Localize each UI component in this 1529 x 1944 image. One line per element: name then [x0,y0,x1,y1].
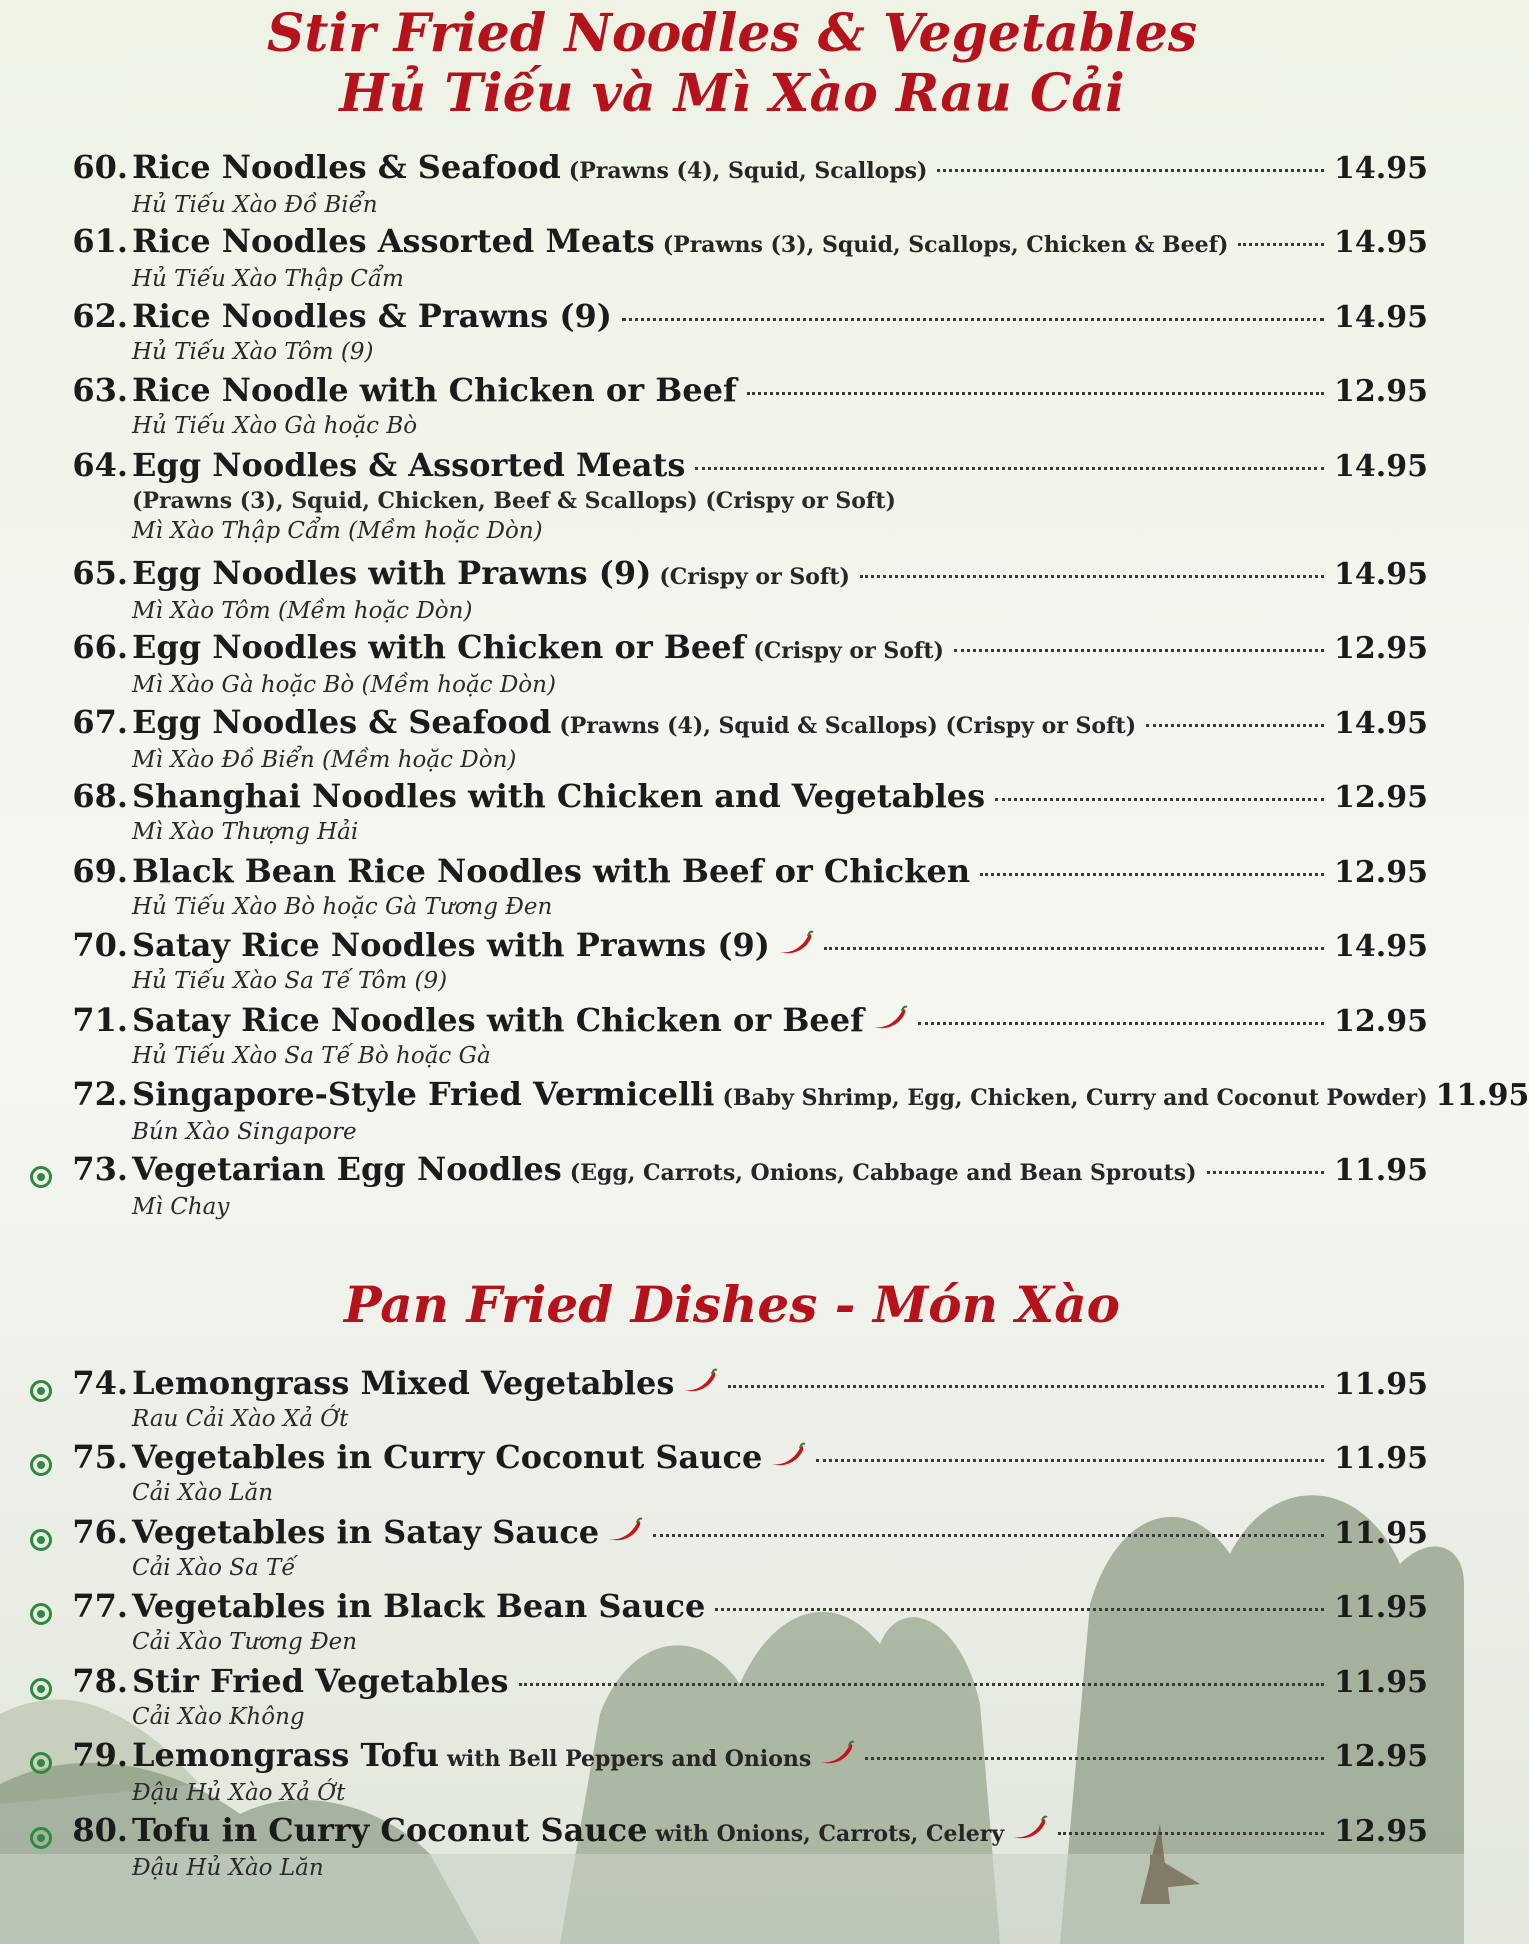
noodles-menu-list [0,147,1529,1225]
menu-item-80 [0,1811,1464,1886]
item-vietnamese-name: Hủ Tiếu Xào Sa Tế Tôm (9) [132,968,448,995]
item-vietnamese-name: Hủ Tiếu Xào Gà hoặc Bò [132,413,418,440]
vegetarian-leaf-icon [30,1454,52,1476]
dot-leader [1238,243,1324,246]
pan-fried-menu-list [0,1364,1464,1886]
menu-item-70 [0,926,1464,1001]
item-name: Rice Noodles & Prawns (9) [132,296,612,335]
vegetarian-leaf-icon [30,1603,52,1625]
vegetarian-leaf-icon [30,1166,52,1188]
item-price: 14.95 [1334,150,1428,186]
menu-item-76 [0,1513,1464,1588]
dot-leader [824,947,1324,950]
item-vietnamese-name: Hủ Tiếu Xào Đồ Biển [132,191,378,218]
menu-item-73 [0,1150,1464,1225]
section-title-pan-fried: Pan Fried Dishes - Món Xào [344,1275,1120,1335]
item-vietnamese-name: Cải Xào Sa Tế [132,1554,296,1581]
item-number: 70. [72,926,128,965]
item-name: Rice Noodles & Seafood [132,147,561,186]
item-number: 64. [72,445,128,484]
section-title-vietnamese: Hủ Tiếu và Mì Xào Rau Cải [339,62,1125,124]
item-ingredients: (Prawns (3), Squid, Chicken, Beef & Scallops) (Crispy or Soft) [132,487,896,514]
item-vietnamese-name: Mì Xào Tôm (Mềm hoặc Dòn) [132,597,473,624]
dot-leader [816,1459,1324,1462]
menu-item-71 [0,1001,1464,1076]
item-vietnamese-name: Mì Xào Gà hoặc Bò (Mềm hoặc Dòn) [132,672,556,699]
dot-leader [653,1534,1324,1537]
item-number: 63. [72,371,128,410]
item-number: 77. [72,1587,128,1626]
item-number: 62. [72,296,128,335]
item-number: 67. [72,702,128,741]
item-price: 11.95 [1334,1441,1428,1477]
menu-item-62 [0,297,1464,372]
item-name: Tofu in Curry Coconut Sauce [132,1810,648,1849]
item-vietnamese-name: Hủ Tiếu Xào Tôm (9) [132,338,374,365]
item-price: 11.95 [1334,1366,1428,1402]
dot-leader [519,1683,1325,1686]
vegetarian-leaf-icon [30,1827,52,1849]
chili-pepper-icon [607,1517,643,1543]
item-name: Satay Rice Noodles with Prawns (9) [132,926,770,965]
menu-item-69 [0,852,1464,927]
menu-item-64 [0,446,1464,554]
item-vietnamese-name: Cải Xào Tương Đen [132,1629,358,1656]
item-price: 12.95 [1334,854,1428,890]
item-price: 14.95 [1334,448,1428,484]
chili-pepper-icon [872,1005,908,1031]
dot-leader [860,575,1324,578]
item-number: 61. [72,222,128,261]
item-name: Vegetarian Egg Noodles [132,1149,562,1188]
item-name: Lemongrass Tofu [132,1736,439,1775]
dot-leader [728,1385,1324,1388]
item-price: 11.95 [1334,1590,1428,1626]
item-detail: (Crispy or Soft) [753,638,944,665]
item-price: 12.95 [1334,1003,1428,1039]
item-name: Egg Noodles with Chicken or Beef [132,628,746,667]
item-name: Egg Noodles with Prawns (9) [132,553,652,592]
item-price: 12.95 [1334,780,1428,816]
dot-leader [918,1022,1324,1025]
item-number: 79. [72,1736,128,1775]
chili-pepper-icon [682,1368,718,1394]
item-price: 11.95 [1334,1152,1428,1188]
item-number: 73. [72,1149,128,1188]
item-detail: with Onions, Carrots, Celery [655,1820,1005,1847]
item-number: 75. [72,1438,128,1477]
menu-item-77 [0,1587,1464,1662]
menu-item-66 [0,628,1464,703]
item-number: 69. [72,851,128,890]
item-number: 72. [72,1075,128,1114]
menu-item-61 [0,222,1464,297]
item-price: 12.95 [1334,1739,1428,1775]
chili-pepper-icon [819,1740,855,1766]
dot-leader [1207,1171,1325,1174]
item-vietnamese-name: Bún Xào Singapore [132,1119,357,1146]
item-name: Stir Fried Vegetables [132,1661,509,1700]
item-vietnamese-name: Mì Xào Thượng Hải [132,819,359,846]
section-title-english: Stir Fried Noodles & Vegetables [266,3,1198,64]
item-name: Shanghai Noodles with Chicken and Vegetables [132,777,986,816]
menu-item-78 [0,1662,1464,1737]
item-detail: (Prawns (4), Squid & Scallops) (Crispy or Soft) [559,712,1137,739]
dot-leader [954,649,1324,652]
vegetarian-leaf-icon [30,1752,52,1774]
item-number: 78. [72,1661,128,1700]
item-detail: with Bell Peppers and Onions [446,1746,812,1773]
dot-leader [937,169,1324,172]
item-detail: (Crispy or Soft) [659,563,850,590]
item-vietnamese-name: Mì Xào Thập Cẩm (Mềm hoặc Dòn) [132,517,543,544]
item-vietnamese-name: Rau Cải Xào Xả Ớt [132,1405,349,1432]
item-name: Vegetables in Satay Sauce [132,1512,600,1551]
chili-pepper-icon [778,930,814,956]
item-price: 14.95 [1334,556,1428,592]
item-number: 60. [72,147,128,186]
item-vietnamese-name: Mì Xào Đồ Biển (Mềm hoặc Dòn) [132,746,517,773]
vegetarian-leaf-icon [30,1529,52,1551]
menu-item-72 [0,1075,1529,1150]
item-number: 68. [72,777,128,816]
dot-leader [865,1757,1324,1760]
item-price: 12.95 [1334,631,1428,667]
item-number: 66. [72,628,128,667]
item-vietnamese-name: Hủ Tiếu Xào Sa Tế Bò hoặc Gà [132,1042,491,1069]
item-vietnamese-name: Mì Chay [132,1193,230,1220]
item-name: Satay Rice Noodles with Chicken or Beef [132,1000,864,1039]
item-number: 71. [72,1000,128,1039]
item-price: 12.95 [1334,1813,1428,1849]
item-vietnamese-name: Đậu Hủ Xào Xả Ớt [132,1780,346,1807]
item-vietnamese-name: Đậu Hủ Xào Lăn [132,1854,324,1881]
item-number: 65. [72,553,128,592]
item-name: Black Bean Rice Noodles with Beef or Chicken [132,851,971,890]
item-price: 11.95 [1435,1078,1529,1114]
item-price: 11.95 [1334,1515,1428,1551]
dot-leader [980,873,1324,876]
item-vietnamese-name: Hủ Tiếu Xào Bò hoặc Gà Tương Đen [132,893,553,920]
item-detail: (Egg, Carrots, Onions, Cabbage and Bean Sprouts) [569,1159,1197,1186]
item-price: 14.95 [1334,705,1428,741]
menu-item-68 [0,777,1464,852]
item-price: 14.95 [1334,299,1428,335]
dot-leader [622,318,1324,321]
item-number: 80. [72,1810,128,1849]
chili-pepper-icon [770,1442,806,1468]
chili-pepper-icon [1012,1815,1048,1841]
dot-leader [747,392,1324,395]
item-name: Rice Noodle with Chicken or Beef [132,371,737,410]
item-vietnamese-name: Cải Xào Không [132,1703,305,1730]
item-name: Vegetables in Black Bean Sauce [132,1587,706,1626]
item-name: Singapore-Style Fried Vermicelli [132,1075,715,1114]
item-detail: (Prawns (3), Squid, Scallops, Chicken & Beef) [662,232,1229,259]
menu-item-74 [0,1364,1464,1439]
item-number: 76. [72,1512,128,1551]
item-number: 74. [72,1363,128,1402]
menu-item-67 [0,703,1464,778]
item-price: 14.95 [1334,225,1428,261]
item-name: Vegetables in Curry Coconut Sauce [132,1438,763,1477]
dot-leader [715,1608,1324,1611]
item-name: Egg Noodles & Seafood [132,702,552,741]
item-name: Rice Noodles Assorted Meats [132,222,655,261]
dot-leader [695,467,1324,470]
item-price: 11.95 [1334,1664,1428,1700]
vegetarian-leaf-icon [30,1380,52,1402]
menu-item-60 [0,148,1464,223]
menu-item-65 [0,554,1464,629]
item-price: 12.95 [1334,374,1428,410]
item-vietnamese-name: Cải Xào Lăn [132,1480,274,1507]
dot-leader [1058,1832,1324,1835]
item-detail: (Prawns (4), Squid, Scallops) [568,157,928,184]
menu-item-63 [0,371,1464,446]
item-name: Lemongrass Mixed Vegetables [132,1363,675,1402]
menu-item-79 [0,1736,1464,1811]
item-name: Egg Noodles & Assorted Meats [132,445,686,484]
dot-leader [1146,724,1324,727]
item-price: 14.95 [1334,929,1428,965]
dot-leader [995,798,1324,801]
vegetarian-leaf-icon [30,1678,52,1700]
menu-item-75 [0,1438,1464,1513]
item-detail: (Baby Shrimp, Egg, Chicken, Curry and Coconut Powder) [722,1085,1428,1112]
item-vietnamese-name: Hủ Tiếu Xào Thập Cẩm [132,266,404,293]
